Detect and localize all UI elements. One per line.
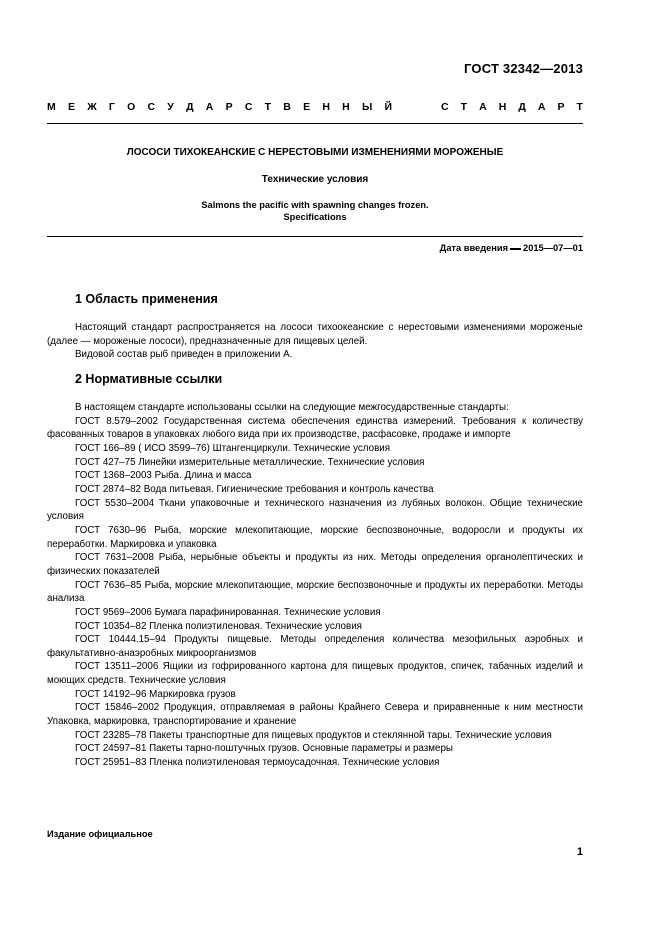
document-title: ЛОСОСИ ТИХОКЕАНСКИЕ С НЕРЕСТОВЫМИ ИЗМЕНЕНИЯМИ МОРОЖЕНЫЕ (126, 147, 504, 158)
paragraph: В настоящем стандарте использованы ссылки на следующие межгосударственные стандарты: (75, 402, 509, 413)
reference-item: ГОСТ 15846–2002 Продукция, отправляемая в районы Крайнего Севера и приравненные к ним местности Упаковка, маркировка, транспортирование и хранение (47, 702, 583, 728)
paragraph: Видовой состав рыб приведен в приложении А. (75, 349, 293, 361)
reference-item: ГОСТ 7630–96 Рыба, морские млекопитающие, морские беспозвоночные, водоросли и продукты их переработки. Маркировка и упаковка (47, 524, 583, 550)
reference-item: ГОСТ 7636–85 Рыба, морские млекопитающие, морские беспозвоночные и продукты их переработки. Методы анализа (47, 579, 583, 605)
banner-letter: Т (460, 101, 468, 113)
banner-letter: Р (225, 101, 233, 113)
interstate-standard-banner (47, 101, 583, 113)
section-heading-references: 2 Нормативные ссылки (75, 372, 223, 386)
section-heading-scope: 1 Область применения (75, 292, 218, 306)
banner-letter: О (127, 101, 136, 113)
english-title-line: Specifications (283, 212, 347, 222)
dash-mark (510, 248, 521, 250)
reference-item: ГОСТ 427–75 Линейки измерительные металлические. Технические условия (75, 456, 425, 468)
banner-letter: А (479, 101, 487, 113)
banner-letter: Г (108, 101, 115, 113)
document-subtitle: Технические условия (261, 174, 369, 185)
banner-letter: Н (322, 101, 330, 113)
header-divider (47, 123, 583, 124)
banner-letter: Ы (361, 101, 373, 113)
intro-date-label: Дата введения (439, 243, 509, 253)
banner-word-interstate (47, 101, 392, 113)
banner-letter: А (205, 101, 214, 113)
section-scope-text (47, 321, 583, 362)
official-edition-label: Издание официальное (47, 829, 153, 839)
gost-code: ГОСТ 32342—2013 (464, 61, 583, 76)
page-number: 1 (576, 846, 583, 858)
reference-item: ГОСТ 14192–96 Маркировка грузов (75, 688, 236, 700)
banner-letter: Ж (87, 101, 97, 113)
banner-letter: Т (576, 101, 583, 113)
intro-date-value: 2015—07—01 (523, 243, 583, 253)
banner-letter: Д (186, 101, 194, 113)
banner-letter: У (167, 101, 174, 113)
banner-letter: Р (557, 101, 565, 113)
reference-item: ГОСТ 13511–2006 Ящики из гофрированного картона для пищевых продуктов, спичек, табачных изделий и моющих средств. Технические условия (47, 661, 583, 687)
reference-item: ГОСТ 9569–2006 Бумага парафинированная. Технические условия (75, 606, 381, 618)
reference-item: ГОСТ 1368–2003 Рыба. Длина и масса (75, 470, 252, 482)
reference-item: ГОСТ 10444.15–94 Продукты пищевые. Методы определения количества мезофильных аэробных и факультативно-анаэробных микроорганизмов (47, 634, 583, 659)
reference-item: ГОСТ 23285–78 Пакеты транспортные для пищевых продуктов и стеклянной тары. Технические условия (75, 729, 552, 741)
introduction-date (440, 243, 583, 253)
english-title (47, 199, 583, 223)
reference-item: ГОСТ 24597–81 Пакеты тарно-поштучных грузов. Основные параметры и размеры (75, 743, 453, 755)
section-references-text (47, 401, 583, 770)
banner-letter: С (147, 101, 156, 113)
banner-letter: С (441, 101, 449, 113)
reference-item: ГОСТ 5530–2004 Ткани упаковочные и технического назначения из лубяных волокон. Общие технические условия (47, 497, 583, 523)
banner-letter: А (537, 101, 546, 113)
reference-item: ГОСТ 7631–2008 Рыба, нерыбные объекты и продукты из них. Методы определения органолептических и физических показателей (47, 552, 583, 577)
banner-word-standard (441, 101, 583, 113)
banner-letter: Н (498, 101, 507, 113)
banner-letter: С (244, 101, 253, 113)
reference-item: ГОСТ 166–89 ( ИСО 3599–76) Штангенциркули. Технические условия (75, 442, 391, 454)
banner-letter: Е (67, 101, 75, 113)
reference-item: ГОСТ 25951–83 Пленка полиэтиленовая термоусадочная. Технические условия (75, 757, 440, 769)
reference-item: ГОСТ 10354–82 Пленка полиэтиленовая. Технические условия (75, 620, 362, 632)
banner-letter: Н (342, 101, 350, 113)
banner-letter: Т (264, 101, 272, 113)
reference-item: ГОСТ 8.579–2002 Государственная система обеспечения единства измерений. Требования к количеству фасованных товаров в упаковках любого вида при их производстве, расфасовке, продаже и импорте (47, 415, 583, 441)
banner-letter: В (283, 101, 291, 113)
banner-letter: Е (303, 101, 311, 113)
reference-item: ГОСТ 2874–82 Вода питьевая. Гигиенические требования и контроль качества (75, 483, 434, 495)
banner-letter: М (47, 101, 56, 113)
paragraph: Настоящий стандарт распространяется на лососи тихоокеанские с нерестовыми изменениями мороженые (далее — мороженые лососи), предназначенные для пищевых целей. (47, 322, 583, 347)
english-title-line: Salmons the pacific with spawning changes frozen. (201, 200, 429, 210)
title-divider (47, 236, 583, 237)
banner-letter: Й (384, 101, 392, 113)
banner-letter: Д (518, 101, 526, 113)
